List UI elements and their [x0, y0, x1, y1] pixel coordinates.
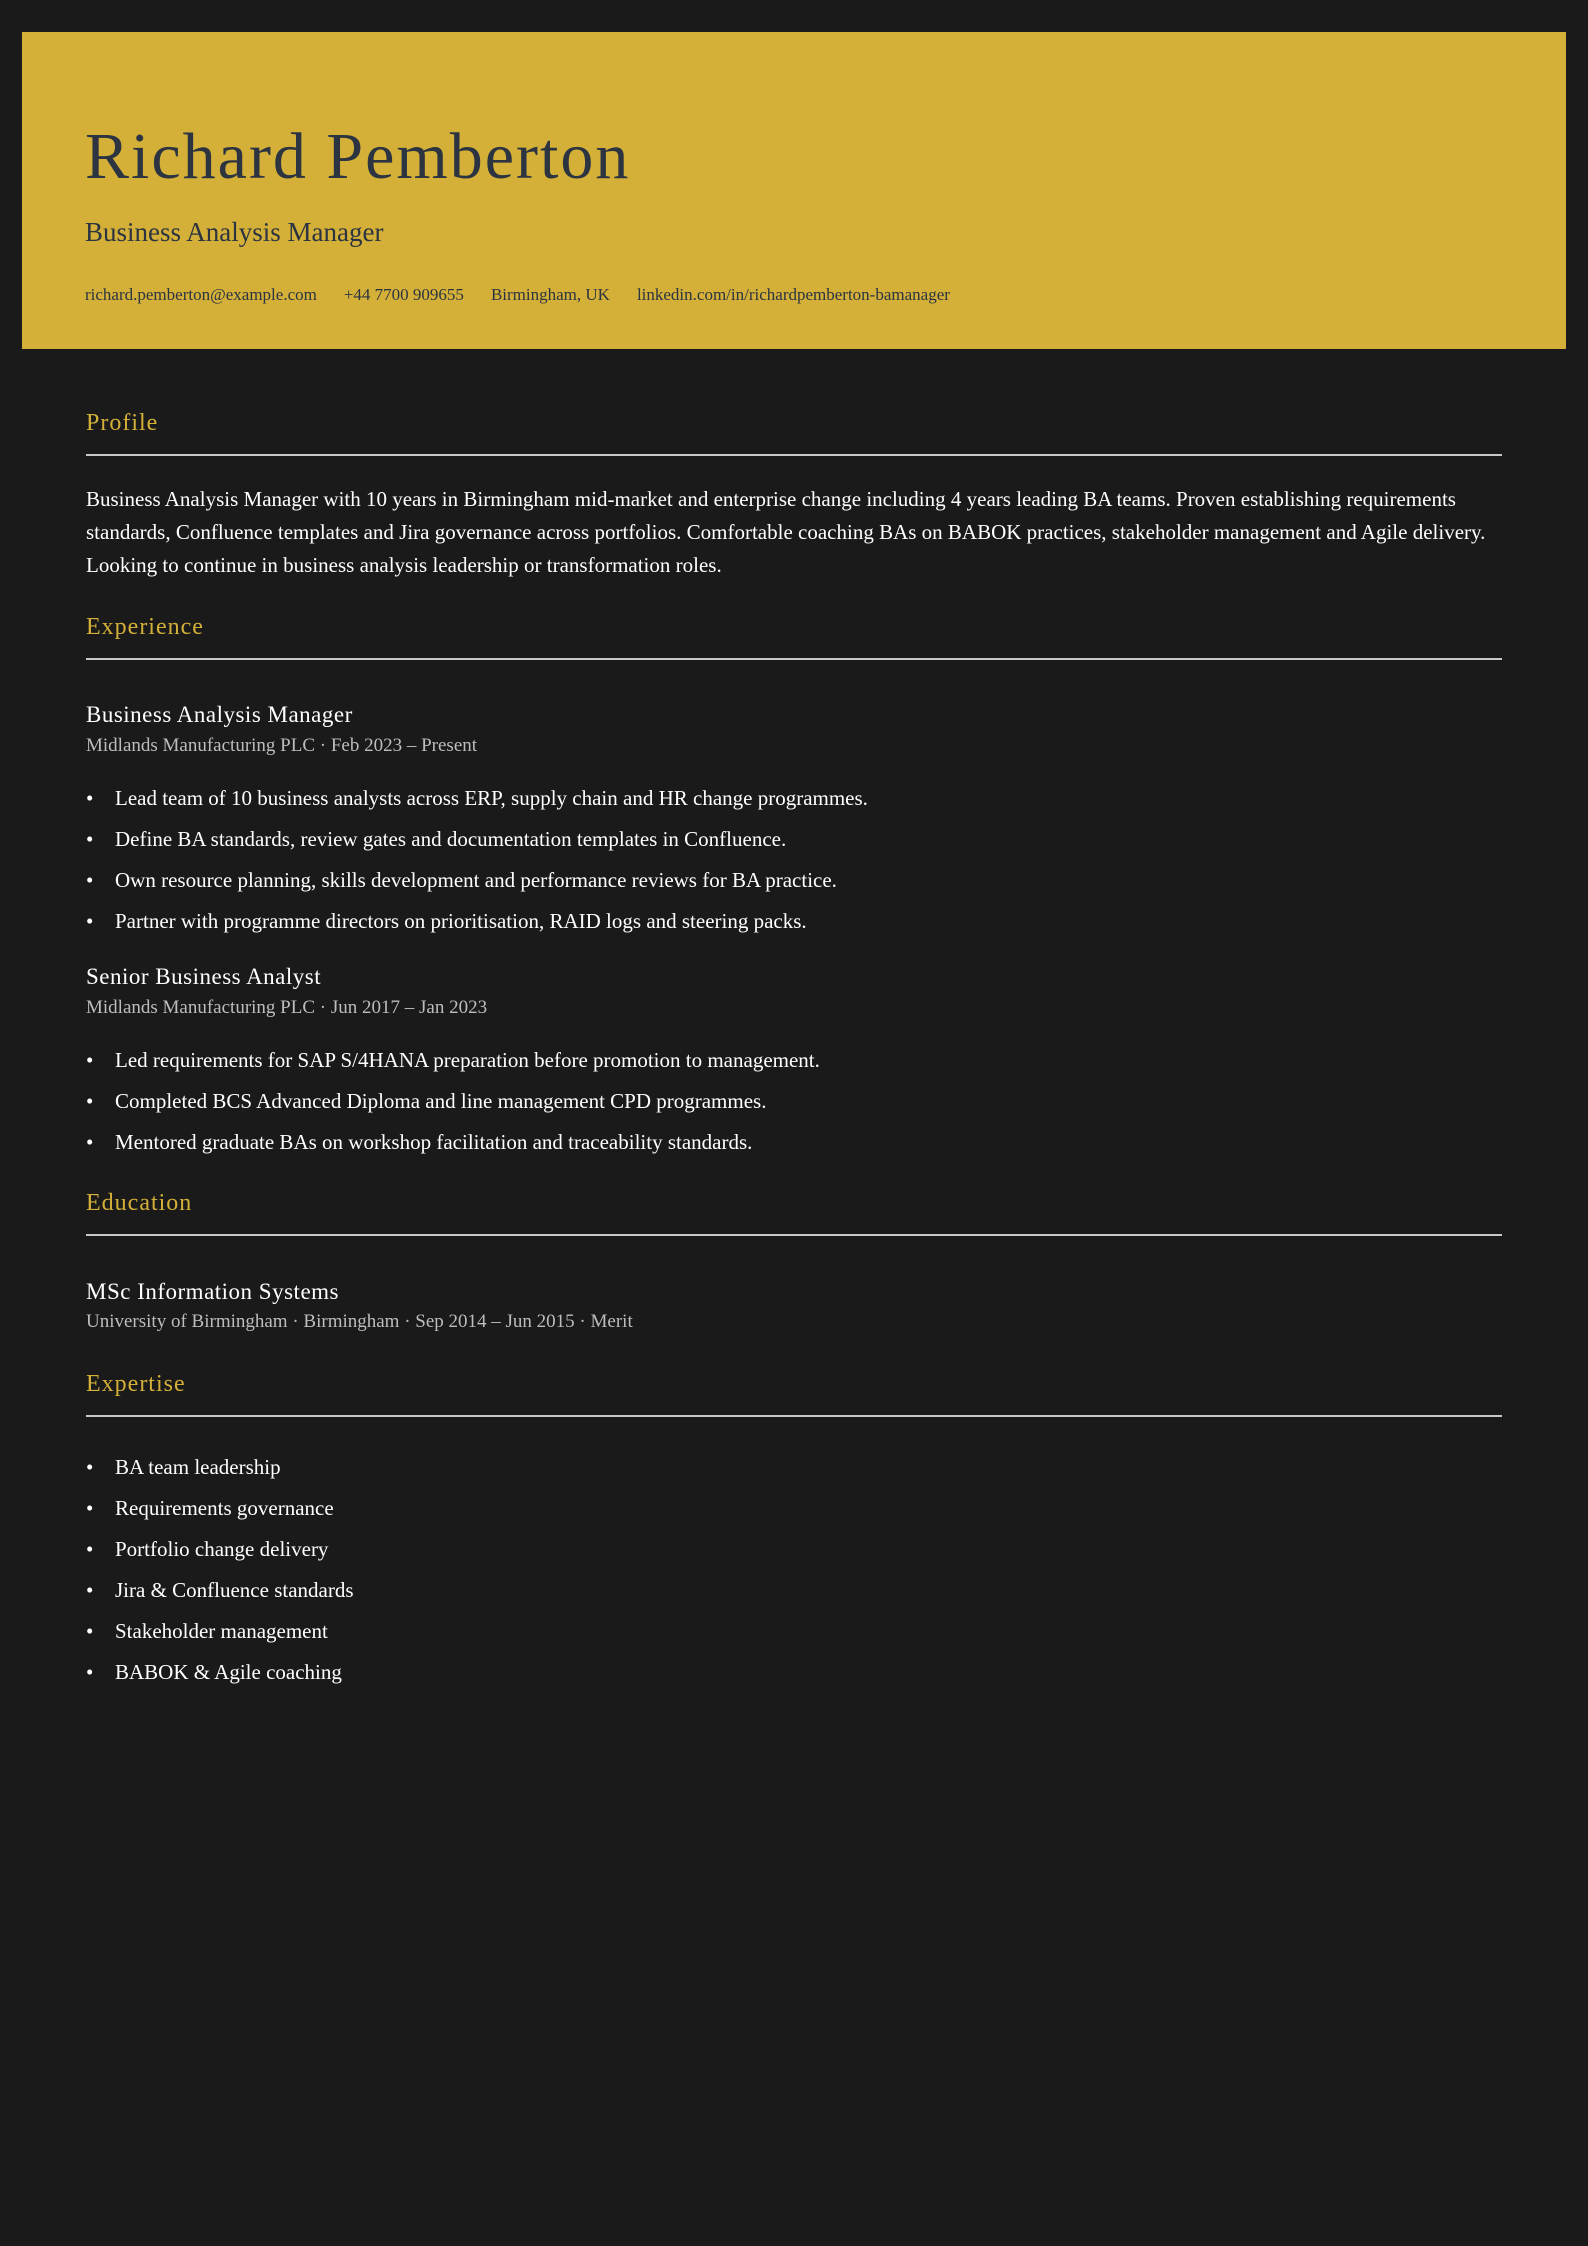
degree-title: MSc Information Systems	[86, 1279, 339, 1304]
job-meta: Midlands Manufacturing PLC · Jun 2017 – Jan 2023	[86, 997, 488, 1018]
contact-line	[85, 286, 950, 303]
profile-summary: Business Analysis Manager with 10 years in Birmingham mid-market and enterprise change including 4 years leading BA teams. Proven establishing requirements standards, Confluence templates and Jira governance across portfolios. Comfortable coaching BAs on BABOK practices, stakeholder management and Agile delivery. Looking to continue in business analysis leadership or transformation roles.	[86, 487, 1486, 577]
expertise-list	[86, 1447, 354, 1693]
job-role: Business Analysis Manager	[86, 702, 353, 727]
section-divider	[86, 1234, 1502, 1236]
section-heading-experience: Experience	[86, 614, 204, 640]
contact-email[interactable]: richard.pemberton@example.com	[85, 285, 317, 304]
section-divider	[86, 1415, 1502, 1417]
expertise-item: • Stakeholder management	[86, 1611, 354, 1652]
job-meta: Midlands Manufacturing PLC · Feb 2023 – Present	[86, 735, 478, 756]
expertise-item: • Requirements governance	[86, 1488, 354, 1529]
expertise-item: • BA team leadership	[86, 1447, 354, 1488]
section-heading-education: Education	[86, 1190, 193, 1216]
section-heading-profile: Profile	[86, 410, 159, 436]
contact-phone[interactable]: +44 7700 909655	[343, 285, 464, 304]
job-bullets	[86, 778, 868, 942]
resume-header	[22, 32, 1566, 349]
job-bullet: • Own resource planning, skills development and performance reviews for BA practice.	[86, 860, 868, 901]
job-bullet: • Completed BCS Advanced Diploma and line management CPD programmes.	[86, 1081, 820, 1122]
section-divider	[86, 454, 1502, 456]
education-meta: University of Birmingham · Birmingham · Sep 2014 – Jun 2015 · Merit	[86, 1311, 633, 1332]
job-bullet: • Partner with programme directors on prioritisation, RAID logs and steering packs.	[86, 901, 868, 942]
contact-location: Birmingham, UK	[490, 285, 610, 304]
expertise-item: • Jira & Confluence standards	[86, 1570, 354, 1611]
job-bullet: • Led requirements for SAP S/4HANA preparation before promotion to management.	[86, 1040, 820, 1081]
candidate-title: Business Analysis Manager	[85, 217, 384, 247]
job-bullet: • Define BA standards, review gates and documentation templates in Confluence.	[86, 819, 868, 860]
expertise-item: • BABOK & Agile coaching	[86, 1652, 354, 1693]
section-divider	[86, 658, 1502, 660]
section-heading-expertise: Expertise	[86, 1371, 186, 1397]
job-bullet: • Mentored graduate BAs on workshop facilitation and traceability standards.	[86, 1122, 820, 1163]
candidate-name: Richard Pemberton	[85, 120, 631, 193]
job-role: Senior Business Analyst	[86, 964, 322, 989]
expertise-item: • Portfolio change delivery	[86, 1529, 354, 1570]
job-bullets	[86, 1040, 820, 1163]
contact-linkedin[interactable]: linkedin.com/in/richardpemberton-bamanager	[636, 285, 950, 304]
job-bullet: • Lead team of 10 business analysts across ERP, supply chain and HR change programmes.	[86, 778, 868, 819]
